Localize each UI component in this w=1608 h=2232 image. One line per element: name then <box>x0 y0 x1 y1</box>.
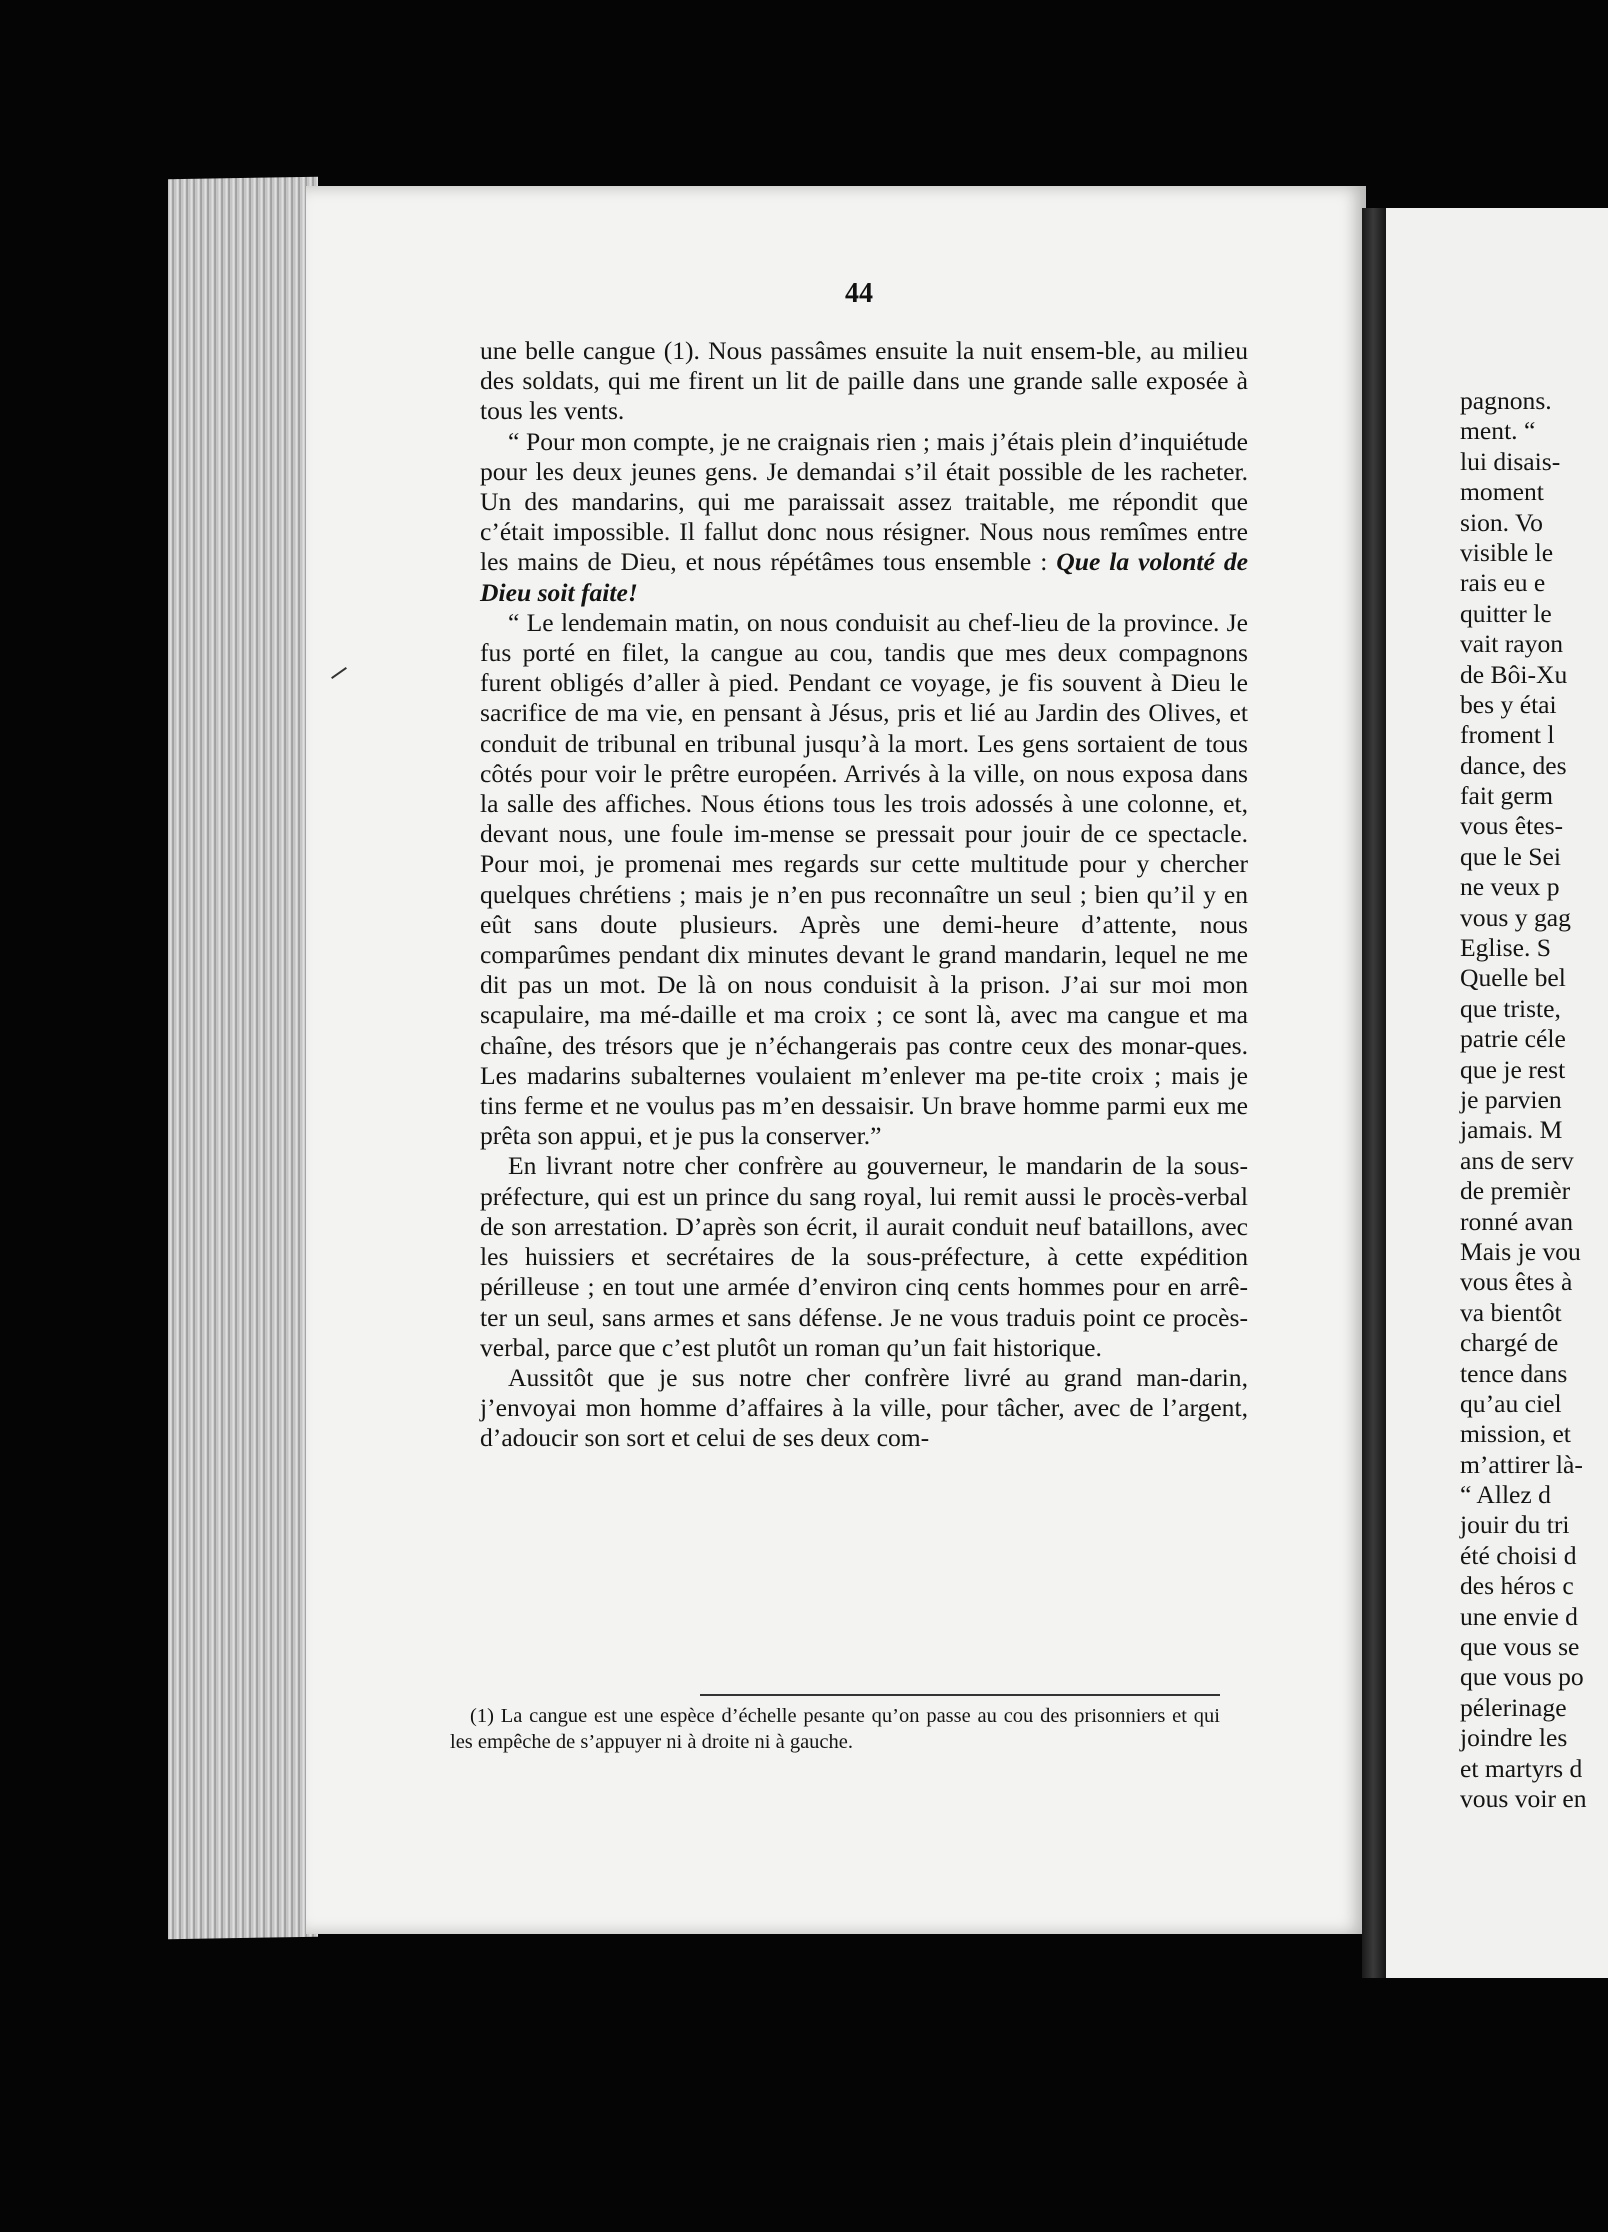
right-page-line: été choisi d <box>1460 1540 1577 1570</box>
right-page-line: patrie céle <box>1460 1024 1566 1054</box>
right-page-line: pagnons. <box>1460 386 1552 415</box>
right-page-line: qu’au ciel <box>1460 1388 1562 1418</box>
paragraph <box>480 427 1248 608</box>
italic-phrase: Que la volonté de Dieu soit faite! <box>480 547 1248 607</box>
right-page-line: bes y étai <box>1460 689 1557 719</box>
right-page-line: dance, des <box>1460 750 1567 780</box>
footnote-rule <box>700 1694 1220 1696</box>
right-page-line: que triste, <box>1460 993 1561 1023</box>
right-page-line: “ Allez d <box>1460 1480 1551 1510</box>
paragraph: “ Le lendemain matin, on nous conduisit au chef-lieu de la province. Je fus porté en filet, la cangue au cou, tandis que mes deux compagnons furent obligés d’aller à pied. Pendant ce voyage, je fis souvent à Dieu le sacrifice de ma vie, en pensant à Jésus, pris et lié au Jardin des Olives, et conduit de tribunal en tribunal jusqu’à la mort. Les gens sortaient de tous côtés pour voir le prêtre européen. Arrivés à la ville, on nous exposa dans la salle des affiches. Nous étions tous les trois adossés à une colonne, et, devant nous, une foule im-mense se pressait pour jouir de ce spectacle. Pour moi, je promenai mes regards sur cette multitude pour y chercher quelques chrétiens ; mais je n’en pus reconnaître un seul ; bien qu’il y en eût sans doute plusieurs. Après une demi-heure d’attente, nous comparûmes pendant dix minutes devant le grand mandarin, lequel ne me dit pas un mot. De là on nous conduisit à la prison. J’ai sur moi mon scapulaire, ma mé-daille et ma croix ; ce sont là, avec ma cangue et ma chaîne, des trésors que je n’échangerais pas contre ceux des monar-ques. Les madarins subalternes voulaient m’enlever ma pe-tite croix ; mais je tins ferme et ne voulus pas m’en dessaisir. Un brave homme parmi eux me prêta son appui, et je pus la conserver.” <box>480 607 1248 1151</box>
right-page-line: visible le <box>1460 537 1554 567</box>
right-page-line: que vous po <box>1460 1662 1584 1692</box>
right-page-line: m’attirer là- <box>1460 1449 1583 1479</box>
right-page-line: jamais. M <box>1460 1115 1563 1145</box>
page-number: 44 <box>845 278 873 309</box>
right-page-line: vous voir en <box>1460 1783 1587 1813</box>
body-text <box>480 336 1248 1454</box>
right-page-line: vous êtes à <box>1460 1267 1573 1297</box>
footnote: (1) La cangue est une espèce d’échelle pesante qu’on passe au cou des prisonniers et qui les empêche de s’appuyer ni à droite ni à gauche. <box>450 1705 1220 1753</box>
right-page-line: pélerinage <box>1460 1692 1567 1722</box>
right-page-line: ne veux p <box>1460 872 1560 902</box>
right-page-line: Eglise. S <box>1460 933 1552 963</box>
right-page-line: je parvien <box>1460 1084 1562 1114</box>
paragraph: une belle cangue (1). Nous passâmes ensuite la nuit ensem-ble, au milieu des soldats, qui me firent un lit de paille dans une grande salle exposée à tous les vents. <box>480 336 1248 426</box>
right-page-line: va bientôt <box>1460 1297 1562 1327</box>
right-page-line: ans de serv <box>1460 1145 1574 1175</box>
paragraph-text: “ Pour mon compte, je ne craignais rien ; mais j’étais plein d’inquiétude pour les deux jeunes gens. Je demandai s’il était possible de les racheter. Un des mandarins, qui me paraissait assez traitable, me répondit que c’était impossible. Il fallut donc nous résigner. Nous nous remîmes entre les mains de Dieu, et nous répétâmes tous ensemble : <box>480 426 1248 577</box>
right-page-line: que le Sei <box>1460 841 1561 871</box>
right-page-line: ronné avan <box>1460 1206 1573 1236</box>
right-page-line: de premièr <box>1460 1176 1571 1206</box>
right-page-line: rais eu e <box>1460 568 1546 598</box>
right-page-line: que vous se <box>1460 1632 1580 1662</box>
right-page-line: mission, et <box>1460 1419 1571 1449</box>
right-page-line: et martyrs d <box>1460 1753 1583 1783</box>
right-page-line: que je rest <box>1460 1054 1566 1084</box>
page-edges <box>168 177 318 1940</box>
right-page-line: vous êtes- <box>1460 811 1564 841</box>
right-page-line: fait germ <box>1460 781 1554 811</box>
right-page-line: jouir du tri <box>1460 1510 1570 1540</box>
right-page-line: Quelle bel <box>1460 963 1566 993</box>
right-page-line: vous y gag <box>1460 902 1571 932</box>
right-page-line: quitter le <box>1460 598 1552 628</box>
right-page-line: vait rayon <box>1460 629 1564 659</box>
right-page-line: froment l <box>1460 720 1555 750</box>
right-page-text <box>1460 386 1608 1814</box>
right-page-line: sion. Vo <box>1460 507 1543 537</box>
right-page-line: Mais je vou <box>1460 1236 1581 1266</box>
right-page-line: de Bôi-Xu <box>1460 659 1568 689</box>
paragraph: En livrant notre cher confrère au gouverneur, le mandarin de la sous-préfecture, qui est un prince du sang royal, lui remit aussi le procès-verbal de son arrestation. D’après son écrit, il aurait conduit neuf bataillons, avec les huissiers et secrétaires de la sous-préfecture, à cette expédition périlleuse ; en tout une armée d’environ cinq cents hommes pour en arrê-ter un seul, sans armes et sans défense. Je ne vous traduis point ce procès-verbal, parce que c’est plutôt un roman qu’un fait historique. <box>480 1151 1248 1362</box>
right-page-line: tence dans <box>1460 1358 1568 1388</box>
right-page-line: chargé de <box>1460 1328 1559 1358</box>
right-page-line: lui disais- <box>1460 446 1561 476</box>
right-page-line: des héros c <box>1460 1571 1574 1601</box>
right-page-line: une envie d <box>1460 1601 1578 1631</box>
right-page-line: moment <box>1460 477 1544 507</box>
right-page-line: ment. “ <box>1460 416 1536 446</box>
right-page-line: joindre les <box>1460 1723 1568 1753</box>
paragraph: Aussitôt que je sus notre cher confrère livré au grand man-darin, j’envoyai mon homme d’affaires à la ville, pour tâcher, avec de l’argent, d’adoucir son sort et celui de ses deux com- <box>480 1362 1248 1453</box>
